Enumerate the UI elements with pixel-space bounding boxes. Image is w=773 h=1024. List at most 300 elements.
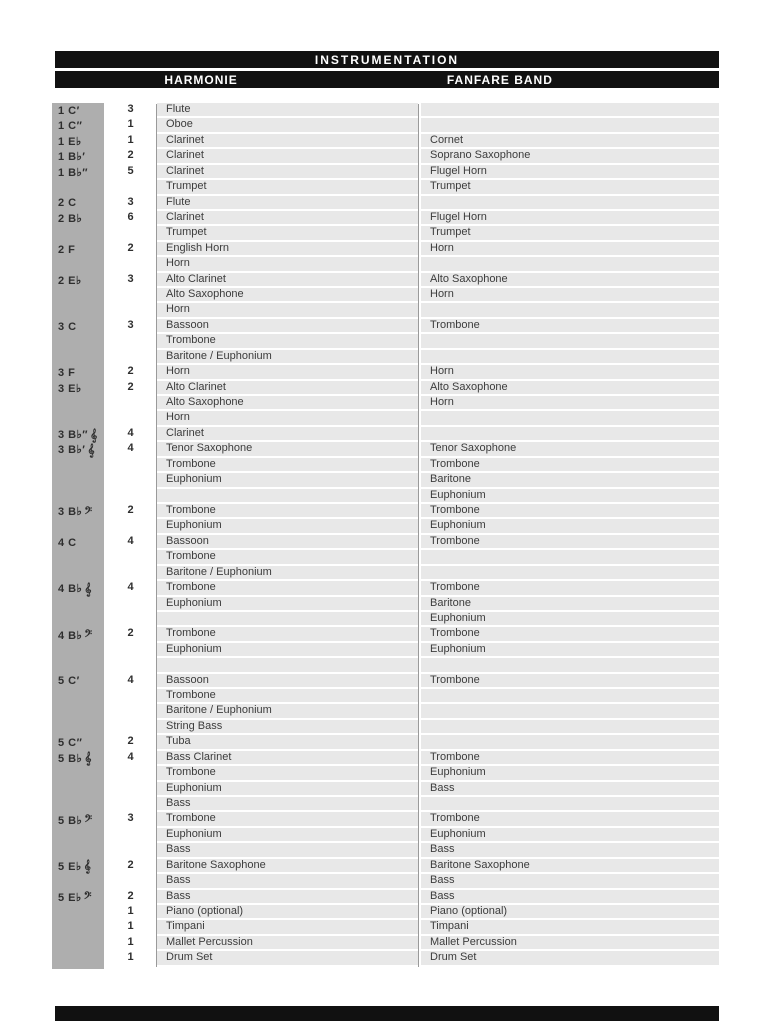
table-row <box>52 319 719 334</box>
part-count <box>104 226 157 241</box>
part-count: 3 <box>127 195 134 208</box>
harmonie-instrument: Euphonium <box>157 643 418 658</box>
harmonie-instrument: Clarinet <box>157 427 418 442</box>
part-key-cell <box>52 859 104 874</box>
part-key-cell <box>52 257 104 272</box>
harmonie-instrument: Euphonium <box>157 828 418 843</box>
part-key-label: 5 C″ <box>58 737 83 749</box>
fanfare-instrument: Trombone <box>421 674 719 689</box>
fanfare-instrument: Euphonium <box>421 766 719 781</box>
part-count <box>104 766 157 781</box>
fanfare-instrument: Euphonium <box>421 828 719 843</box>
part-count: 3 <box>127 272 134 285</box>
part-key-cell <box>52 334 104 349</box>
harmonie-instrument: Timpani <box>157 920 418 935</box>
fanfare-instrument: Trombone <box>421 627 719 642</box>
fanfare-instrument: Trombone <box>421 581 719 596</box>
harmonie-instrument: Alto Clarinet <box>157 381 418 396</box>
part-count <box>104 334 157 349</box>
part-count: 4 <box>127 581 134 594</box>
part-key-cell <box>52 288 104 303</box>
part-key-cell <box>52 936 104 951</box>
part-count: 2 <box>127 858 134 871</box>
harmonie-instrument: Trombone <box>157 812 418 827</box>
part-key-label: 2 C <box>58 197 77 210</box>
table-row <box>52 674 719 689</box>
fanfare-instrument: Trombone <box>421 319 719 334</box>
table-row <box>52 273 719 288</box>
table-row <box>52 890 719 905</box>
bass-clef-icon: 𝄢 <box>84 628 93 643</box>
fanfare-instrument <box>421 411 719 426</box>
part-key-label: 4 C <box>58 536 77 549</box>
bass-clef-icon: 𝄢 <box>84 504 93 519</box>
table-row <box>52 165 719 180</box>
harmonie-instrument: Bass <box>157 843 418 858</box>
part-key-cell <box>52 350 104 365</box>
part-count: 3 <box>127 103 134 115</box>
table-row <box>52 350 719 365</box>
fanfare-instrument: Alto Saxophone <box>421 381 719 396</box>
part-key-cell <box>52 489 104 504</box>
part-count <box>104 288 157 303</box>
fanfare-instrument: Alto Saxophone <box>421 273 719 288</box>
fanfare-instrument: Bass <box>421 782 719 797</box>
part-key-cell <box>52 951 104 966</box>
treble-clef-icon: 𝄞 <box>84 581 92 596</box>
harmonie-instrument: Euphonium <box>157 597 418 612</box>
table-row <box>52 658 719 673</box>
harmonie-instrument: Bass Clarinet <box>157 751 418 766</box>
treble-clef-icon: 𝄞 <box>83 859 91 874</box>
part-count: 6 <box>127 210 134 223</box>
harmonie-instrument: Bass <box>157 874 418 889</box>
part-key-cell <box>52 118 104 133</box>
harmonie-instrument: Bassoon <box>157 319 418 334</box>
harmonie-instrument: String Bass <box>157 720 418 735</box>
part-count <box>104 828 157 843</box>
fanfare-instrument <box>421 689 719 704</box>
fanfare-instrument: Trombone <box>421 458 719 473</box>
table-row <box>52 550 719 565</box>
part-count <box>104 350 157 365</box>
part-count: 2 <box>127 149 134 162</box>
table-row <box>52 905 719 920</box>
part-count: 2 <box>127 627 134 640</box>
table-row <box>52 566 719 581</box>
fanfare-instrument: Mallet Percussion <box>421 936 719 951</box>
harmonie-instrument: Bass <box>157 797 418 812</box>
part-key-cell <box>52 704 104 719</box>
part-count <box>104 704 157 719</box>
part-key-cell <box>52 566 104 581</box>
harmonie-instrument: Clarinet <box>157 149 418 164</box>
harmonie-instrument <box>157 658 418 673</box>
part-count: 2 <box>127 241 134 254</box>
part-key-label: 1 C′ <box>58 104 80 117</box>
fanfare-column-header: FANFARE BAND <box>446 72 553 87</box>
harmonie-instrument: Flute <box>157 103 418 118</box>
fanfare-instrument <box>421 103 719 118</box>
part-key-cell <box>52 165 104 180</box>
fanfare-instrument: Horn <box>421 365 719 380</box>
part-count: 2 <box>127 365 134 378</box>
part-key-cell <box>52 365 104 380</box>
harmonie-instrument: Euphonium <box>157 473 418 488</box>
part-key-label: 4 B♭ <box>58 583 83 596</box>
fanfare-instrument: Euphonium <box>421 519 719 534</box>
part-key-cell <box>52 627 104 642</box>
table-row <box>52 689 719 704</box>
harmonie-instrument: Horn <box>157 365 418 380</box>
table-row <box>52 381 719 396</box>
harmonie-instrument: Bassoon <box>157 535 418 550</box>
part-count <box>104 303 157 318</box>
part-count <box>104 489 157 504</box>
part-key-cell <box>52 720 104 735</box>
table-row <box>52 180 719 195</box>
fanfare-instrument: Flugel Horn <box>421 165 719 180</box>
part-count <box>104 874 157 889</box>
harmonie-instrument: Baritone Saxophone <box>157 859 418 874</box>
table-row <box>52 504 719 519</box>
footer-bar <box>55 1006 719 1021</box>
part-key-label: 5 E♭ <box>58 891 82 904</box>
harmonie-instrument: Bass <box>157 890 418 905</box>
harmonie-instrument: Euphonium <box>157 782 418 797</box>
fanfare-instrument <box>421 334 719 349</box>
table-row <box>52 735 719 750</box>
harmonie-instrument: Horn <box>157 257 418 272</box>
part-key-cell <box>52 828 104 843</box>
table-row <box>52 103 719 118</box>
fanfare-instrument: Flugel Horn <box>421 211 719 226</box>
table-row <box>52 118 719 133</box>
table-row <box>52 196 719 211</box>
table-row <box>52 797 719 812</box>
part-key-cell <box>52 134 104 149</box>
part-key-cell <box>52 319 104 334</box>
fanfare-instrument <box>421 735 719 750</box>
table-row <box>52 535 719 550</box>
part-count <box>104 843 157 858</box>
fanfare-instrument <box>421 303 719 318</box>
part-count: 2 <box>127 380 134 393</box>
part-key-cell <box>52 242 104 257</box>
part-count <box>104 597 157 612</box>
part-count <box>104 797 157 812</box>
part-key-cell <box>52 442 104 457</box>
table-row <box>52 427 719 442</box>
harmonie-instrument: Mallet Percussion <box>157 936 418 951</box>
harmonie-instrument: Flute <box>157 196 418 211</box>
part-count: 2 <box>127 503 134 516</box>
instrumentation-table <box>52 103 719 969</box>
part-key-cell <box>52 689 104 704</box>
harmonie-instrument: Trombone <box>157 627 418 642</box>
harmonie-instrument: Alto Saxophone <box>157 396 418 411</box>
part-key-cell <box>52 550 104 565</box>
part-count <box>104 550 157 565</box>
part-key-label: 2 B♭ <box>58 213 83 226</box>
part-count <box>104 643 157 658</box>
harmonie-instrument: Baritone / Euphonium <box>157 704 418 719</box>
part-count <box>104 658 157 673</box>
part-key-cell <box>52 905 104 920</box>
fanfare-instrument: Horn <box>421 242 719 257</box>
harmonie-instrument: Bassoon <box>157 674 418 689</box>
table-row <box>52 812 719 827</box>
table-row <box>52 211 719 226</box>
part-count: 1 <box>127 118 134 131</box>
part-key-cell <box>52 149 104 164</box>
part-key-label: 5 B♭ <box>58 814 83 827</box>
part-key-cell <box>52 196 104 211</box>
table-row <box>52 442 719 457</box>
part-count <box>104 612 157 627</box>
part-key-label: 1 E♭ <box>58 136 82 149</box>
table-row <box>52 365 719 380</box>
fanfare-instrument: Trombone <box>421 812 719 827</box>
page-title: INSTRUMENTATION <box>314 52 460 67</box>
fanfare-instrument: Soprano Saxophone <box>421 149 719 164</box>
part-count: 1 <box>127 935 134 948</box>
fanfare-instrument <box>421 797 719 812</box>
part-key-label: 5 E♭ <box>58 860 82 873</box>
table-row <box>52 149 719 164</box>
part-key-label: 3 B♭′ <box>58 444 86 457</box>
table-row <box>52 828 719 843</box>
fanfare-instrument: Trombone <box>421 504 719 519</box>
fanfare-instrument: Trombone <box>421 535 719 550</box>
table-row <box>52 519 719 534</box>
part-key-cell <box>52 797 104 812</box>
table-row <box>52 751 719 766</box>
treble-clef-icon: 𝄞 <box>90 427 98 442</box>
bass-clef-icon: 𝄢 <box>83 890 92 905</box>
part-key-cell <box>52 211 104 226</box>
part-key-label: 3 C <box>58 320 77 333</box>
fanfare-instrument: Drum Set <box>421 951 719 966</box>
part-count: 4 <box>127 750 134 763</box>
table-row <box>52 782 719 797</box>
harmonie-instrument: Alto Saxophone <box>157 288 418 303</box>
part-count <box>104 519 157 534</box>
column-header-bar <box>55 71 719 88</box>
table-row <box>52 766 719 781</box>
harmonie-instrument: Trombone <box>157 334 418 349</box>
part-key-cell <box>52 226 104 241</box>
part-count: 4 <box>127 442 134 455</box>
part-key-cell <box>52 458 104 473</box>
part-count <box>104 180 157 195</box>
table-row <box>52 951 719 966</box>
part-key-cell <box>52 581 104 596</box>
part-count <box>104 257 157 272</box>
part-key-label: 3 E♭ <box>58 382 82 395</box>
harmonie-instrument: Trumpet <box>157 180 418 195</box>
fanfare-instrument <box>421 550 719 565</box>
harmonie-instrument: Trombone <box>157 689 418 704</box>
fanfare-instrument <box>421 658 719 673</box>
table-row <box>52 489 719 504</box>
part-count: 4 <box>127 426 134 439</box>
treble-clef-icon: 𝄞 <box>87 442 95 457</box>
part-key-cell <box>52 519 104 534</box>
instrumentation-header-bar <box>55 51 719 68</box>
part-key-label: 2 F <box>58 243 76 256</box>
harmonie-column-header: HARMONIE <box>164 72 238 87</box>
fanfare-instrument: Timpani <box>421 920 719 935</box>
table-row <box>52 720 719 735</box>
part-key-cell <box>52 411 104 426</box>
part-key-cell <box>52 381 104 396</box>
part-count: 4 <box>127 673 134 686</box>
harmonie-instrument: Alto Clarinet <box>157 273 418 288</box>
table-row <box>52 859 719 874</box>
part-key-label: 3 F <box>58 366 76 379</box>
harmonie-instrument: Baritone / Euphonium <box>157 350 418 365</box>
part-key-cell <box>52 658 104 673</box>
table-row <box>52 612 719 627</box>
part-key-cell <box>52 643 104 658</box>
part-key-label: 5 C′ <box>58 675 80 688</box>
part-count: 1 <box>127 133 134 146</box>
fanfare-instrument: Trumpet <box>421 226 719 241</box>
part-key-label: 4 B♭ <box>58 629 83 642</box>
harmonie-instrument: Trombone <box>157 504 418 519</box>
table-row <box>52 581 719 596</box>
part-key-cell <box>52 612 104 627</box>
harmonie-instrument <box>157 612 418 627</box>
bass-clef-icon: 𝄢 <box>84 813 93 828</box>
part-key-cell <box>52 504 104 519</box>
part-key-cell <box>52 751 104 766</box>
part-count <box>104 566 157 581</box>
part-key-cell <box>52 812 104 827</box>
part-count: 1 <box>127 920 134 933</box>
part-key-label: 1 B♭′ <box>58 151 86 164</box>
harmonie-instrument: Trombone <box>157 550 418 565</box>
table-row <box>52 643 719 658</box>
part-key-cell <box>52 535 104 550</box>
part-key-label: 3 B♭″ <box>58 429 89 442</box>
part-key-cell <box>52 735 104 750</box>
fanfare-instrument: Euphonium <box>421 612 719 627</box>
harmonie-instrument: Piano (optional) <box>157 905 418 920</box>
part-key-cell <box>52 843 104 858</box>
part-key-cell <box>52 766 104 781</box>
fanfare-instrument: Piano (optional) <box>421 905 719 920</box>
fanfare-instrument <box>421 427 719 442</box>
fanfare-instrument: Tenor Saxophone <box>421 442 719 457</box>
table-row <box>52 226 719 241</box>
part-key-label: 1 C″ <box>58 120 83 133</box>
part-key-cell <box>52 273 104 288</box>
harmonie-instrument: Horn <box>157 411 418 426</box>
fanfare-instrument <box>421 704 719 719</box>
part-count: 4 <box>127 534 134 547</box>
table-row <box>52 242 719 257</box>
table-row <box>52 257 719 272</box>
part-key-label: 5 B♭ <box>58 752 83 765</box>
part-key-cell <box>52 103 104 118</box>
part-key-cell <box>52 597 104 612</box>
harmonie-instrument: English Horn <box>157 242 418 257</box>
part-count: 3 <box>127 812 134 825</box>
part-count <box>104 782 157 797</box>
part-count <box>104 396 157 411</box>
table-row <box>52 458 719 473</box>
part-count <box>104 689 157 704</box>
part-key-label: 2 E♭ <box>58 274 82 287</box>
fanfare-instrument <box>421 118 719 133</box>
fanfare-instrument: Baritone Saxophone <box>421 859 719 874</box>
harmonie-instrument: Clarinet <box>157 165 418 180</box>
fanfare-instrument: Horn <box>421 288 719 303</box>
fanfare-instrument: Bass <box>421 874 719 889</box>
fanfare-instrument <box>421 720 719 735</box>
harmonie-instrument: Tenor Saxophone <box>157 442 418 457</box>
harmonie-instrument: Horn <box>157 303 418 318</box>
harmonie-instrument: Drum Set <box>157 951 418 966</box>
table-row <box>52 334 719 349</box>
part-key-cell <box>52 180 104 195</box>
part-count <box>104 720 157 735</box>
harmonie-instrument: Clarinet <box>157 211 418 226</box>
part-key-cell <box>52 890 104 905</box>
fanfare-instrument: Cornet <box>421 134 719 149</box>
harmonie-instrument: Trombone <box>157 458 418 473</box>
table-row <box>52 134 719 149</box>
harmonie-instrument: Tuba <box>157 735 418 750</box>
harmonie-instrument <box>157 489 418 504</box>
table-row <box>52 288 719 303</box>
part-count <box>104 411 157 426</box>
table-row <box>52 597 719 612</box>
harmonie-instrument: Trombone <box>157 581 418 596</box>
part-count: 5 <box>127 164 134 177</box>
fanfare-instrument: Trumpet <box>421 180 719 195</box>
part-key-cell <box>52 473 104 488</box>
part-key-cell <box>52 782 104 797</box>
part-key-cell <box>52 674 104 689</box>
fanfare-instrument <box>421 350 719 365</box>
fanfare-instrument: Euphonium <box>421 643 719 658</box>
fanfare-instrument: Baritone <box>421 597 719 612</box>
table-row <box>52 627 719 642</box>
part-count <box>104 458 157 473</box>
part-key-label: 3 B♭ <box>58 506 83 519</box>
fanfare-instrument: Horn <box>421 396 719 411</box>
fanfare-instrument <box>421 257 719 272</box>
table-row <box>52 920 719 935</box>
table-row <box>52 843 719 858</box>
fanfare-instrument: Trombone <box>421 751 719 766</box>
table-row <box>52 704 719 719</box>
table-row <box>52 411 719 426</box>
treble-clef-icon: 𝄞 <box>84 751 92 766</box>
table-row <box>52 874 719 889</box>
part-key-label: 1 B♭″ <box>58 166 89 179</box>
table-row <box>52 303 719 318</box>
harmonie-instrument: Euphonium <box>157 519 418 534</box>
harmonie-instrument: Trombone <box>157 766 418 781</box>
part-key-cell <box>52 396 104 411</box>
fanfare-instrument: Bass <box>421 843 719 858</box>
table-row <box>52 396 719 411</box>
table-row <box>52 473 719 488</box>
